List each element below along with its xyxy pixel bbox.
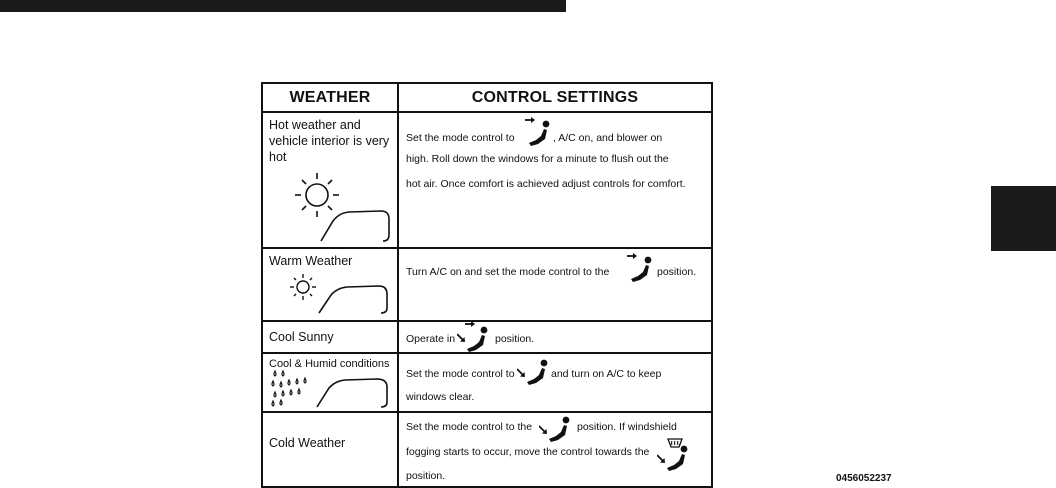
floor-defrost-icon <box>657 437 693 473</box>
floor-icon <box>539 413 573 445</box>
table-row <box>262 248 712 321</box>
weather-cell <box>262 112 398 248</box>
table-row <box>262 353 712 412</box>
weather-cell <box>262 353 398 412</box>
table-row <box>262 412 712 487</box>
weather-cell <box>262 412 398 487</box>
panel-vent-icon <box>627 253 655 283</box>
image-id: 0456052237 <box>836 473 892 484</box>
rain-car-icon <box>269 368 395 410</box>
weather-cell <box>262 321 398 353</box>
sun-car-icon <box>285 169 395 245</box>
section-tab <box>991 186 1056 251</box>
table-row <box>262 321 712 353</box>
weather-header: WEATHER <box>262 83 398 112</box>
control-settings-header: CONTROL SETTINGS <box>398 83 712 112</box>
bi-level-icon <box>457 321 491 353</box>
settings-cell: Set the mode control to the position. If windshield fogging starts to occur, move the control towards the position. <box>398 412 712 487</box>
weather-label: Cool & Humid conditions <box>269 358 390 370</box>
climate-control-table <box>261 82 713 488</box>
settings-cell: Set the mode control to , A/C on, and blower on high. Roll down the windows for a minute to flush out the hot air. Once comfort is achieved adjust controls for comfort. <box>398 112 712 248</box>
small-sun-car-icon <box>283 271 395 317</box>
settings-cell: Turn A/C on and set the mode control to the position. <box>398 248 712 321</box>
weather-label: Warm Weather <box>269 254 353 268</box>
floor-icon <box>517 356 551 388</box>
top-bar <box>0 0 566 12</box>
settings-cell: Set the mode control to and turn on A/C to keep windows clear. <box>398 353 712 412</box>
weather-label: Hot weather and vehicle interior is very hot <box>269 118 390 164</box>
weather-label: Cool Sunny <box>269 330 334 344</box>
settings-cell: Operate in position. <box>398 321 712 353</box>
table-row <box>262 112 712 248</box>
weather-cell <box>262 248 398 321</box>
weather-label: Cold Weather <box>269 436 346 450</box>
panel-vent-icon <box>525 117 553 147</box>
